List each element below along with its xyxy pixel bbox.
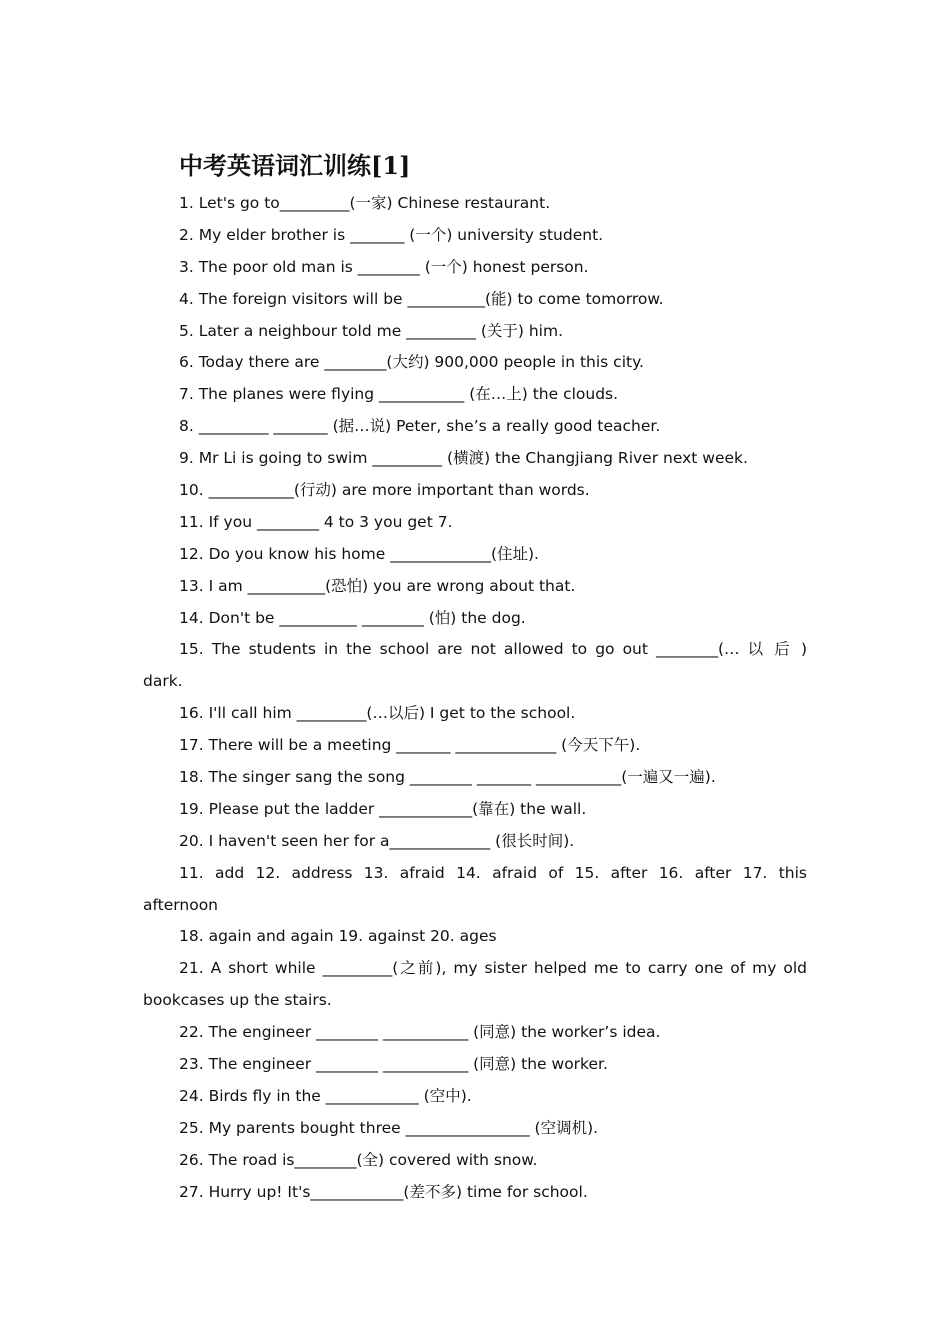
exercise-line: 9. Mr Li is going to swim _________ (横渡) the Changjiang River next week. <box>179 449 748 468</box>
exercise-line: 2. My elder brother is _______ (一个) university student. <box>179 225 604 244</box>
exercise-line: 26. The road is________(全) covered with snow. <box>179 1150 538 1169</box>
exercise-line: 17. There will be a meeting _______ _____________ (今天下午). <box>179 736 641 755</box>
exercise-line: 8. _________ _______ (据…说) Peter, she’s a really good teacher. <box>179 417 661 436</box>
exercise-line: 19. Please put the ladder ____________(靠在) the wall. <box>179 799 587 818</box>
exercise-line: 18. again and again 19. against 20. ages <box>179 927 497 946</box>
exercise-line: 10. ___________(行动) are more important than words. <box>179 481 590 500</box>
exercise-line: afternoon <box>143 895 219 914</box>
exercise-line: 24. Birds fly in the ____________ (空中). <box>179 1086 472 1105</box>
page-title: 中考英语词汇训练[1] <box>179 151 411 180</box>
exercise-line: 22. The engineer ________ ___________ (同意) the worker’s idea. <box>179 1023 661 1042</box>
exercise-line: bookcases up the stairs. <box>143 991 332 1010</box>
exercise-line: 14. Don't be __________ ________ (怕) the dog. <box>179 608 526 627</box>
exercise-line: dark. <box>143 672 183 691</box>
exercise-line: 1. Let's go to_________(一家) Chinese restaurant. <box>179 194 551 212</box>
exercise-line: 20. I haven't seen her for a_____________ (很长时间). <box>179 831 575 850</box>
exercise-line: 5. Later a neighbour told me _________ (关于) him. <box>179 321 564 340</box>
exercise-line: 6. Today there are ________(大约) 900,000 people in this city. <box>179 353 644 372</box>
exercise-line: 27. Hurry up! It's____________(差不多) time for school. <box>179 1182 588 1201</box>
exercise-line: 15. The students in the school are not allowed to go out ________(… 以 后 ) <box>179 640 807 659</box>
exercise-line: 7. The planes were flying ___________ (在…上) the clouds. <box>179 385 619 404</box>
exercise-line: 11. add 12. address 13. afraid 14. afraid of 15. after 16. after 17. this <box>179 863 807 882</box>
exercise-line: 25. My parents bought three ________________ (空调机). <box>179 1118 599 1137</box>
exercise-line: 4. The foreign visitors will be __________(能) to come tomorrow. <box>179 289 664 308</box>
exercise-line: 11. If you ________ 4 to 3 you get 7. <box>179 512 453 531</box>
exercise-line: 3. The poor old man is ________ (一个) honest person. <box>179 257 589 276</box>
exercise-line: 21. A short while _________(之前), my sister helped me to carry one of my old <box>179 959 807 978</box>
exercise-line: 23. The engineer ________ ___________ (同意) the worker. <box>179 1055 608 1074</box>
exercise-line: 12. Do you know his home _____________(住址). <box>179 544 539 563</box>
exercise-line: 13. I am __________(恐怕) you are wrong about that. <box>179 576 576 595</box>
exercise-list <box>143 188 807 1209</box>
exercise-line: 18. The singer sang the song ________ _______ ___________(一遍又一遍). <box>179 768 716 787</box>
exercise-line: 16. I'll call him _________(…以后) I get to the school. <box>179 704 576 723</box>
